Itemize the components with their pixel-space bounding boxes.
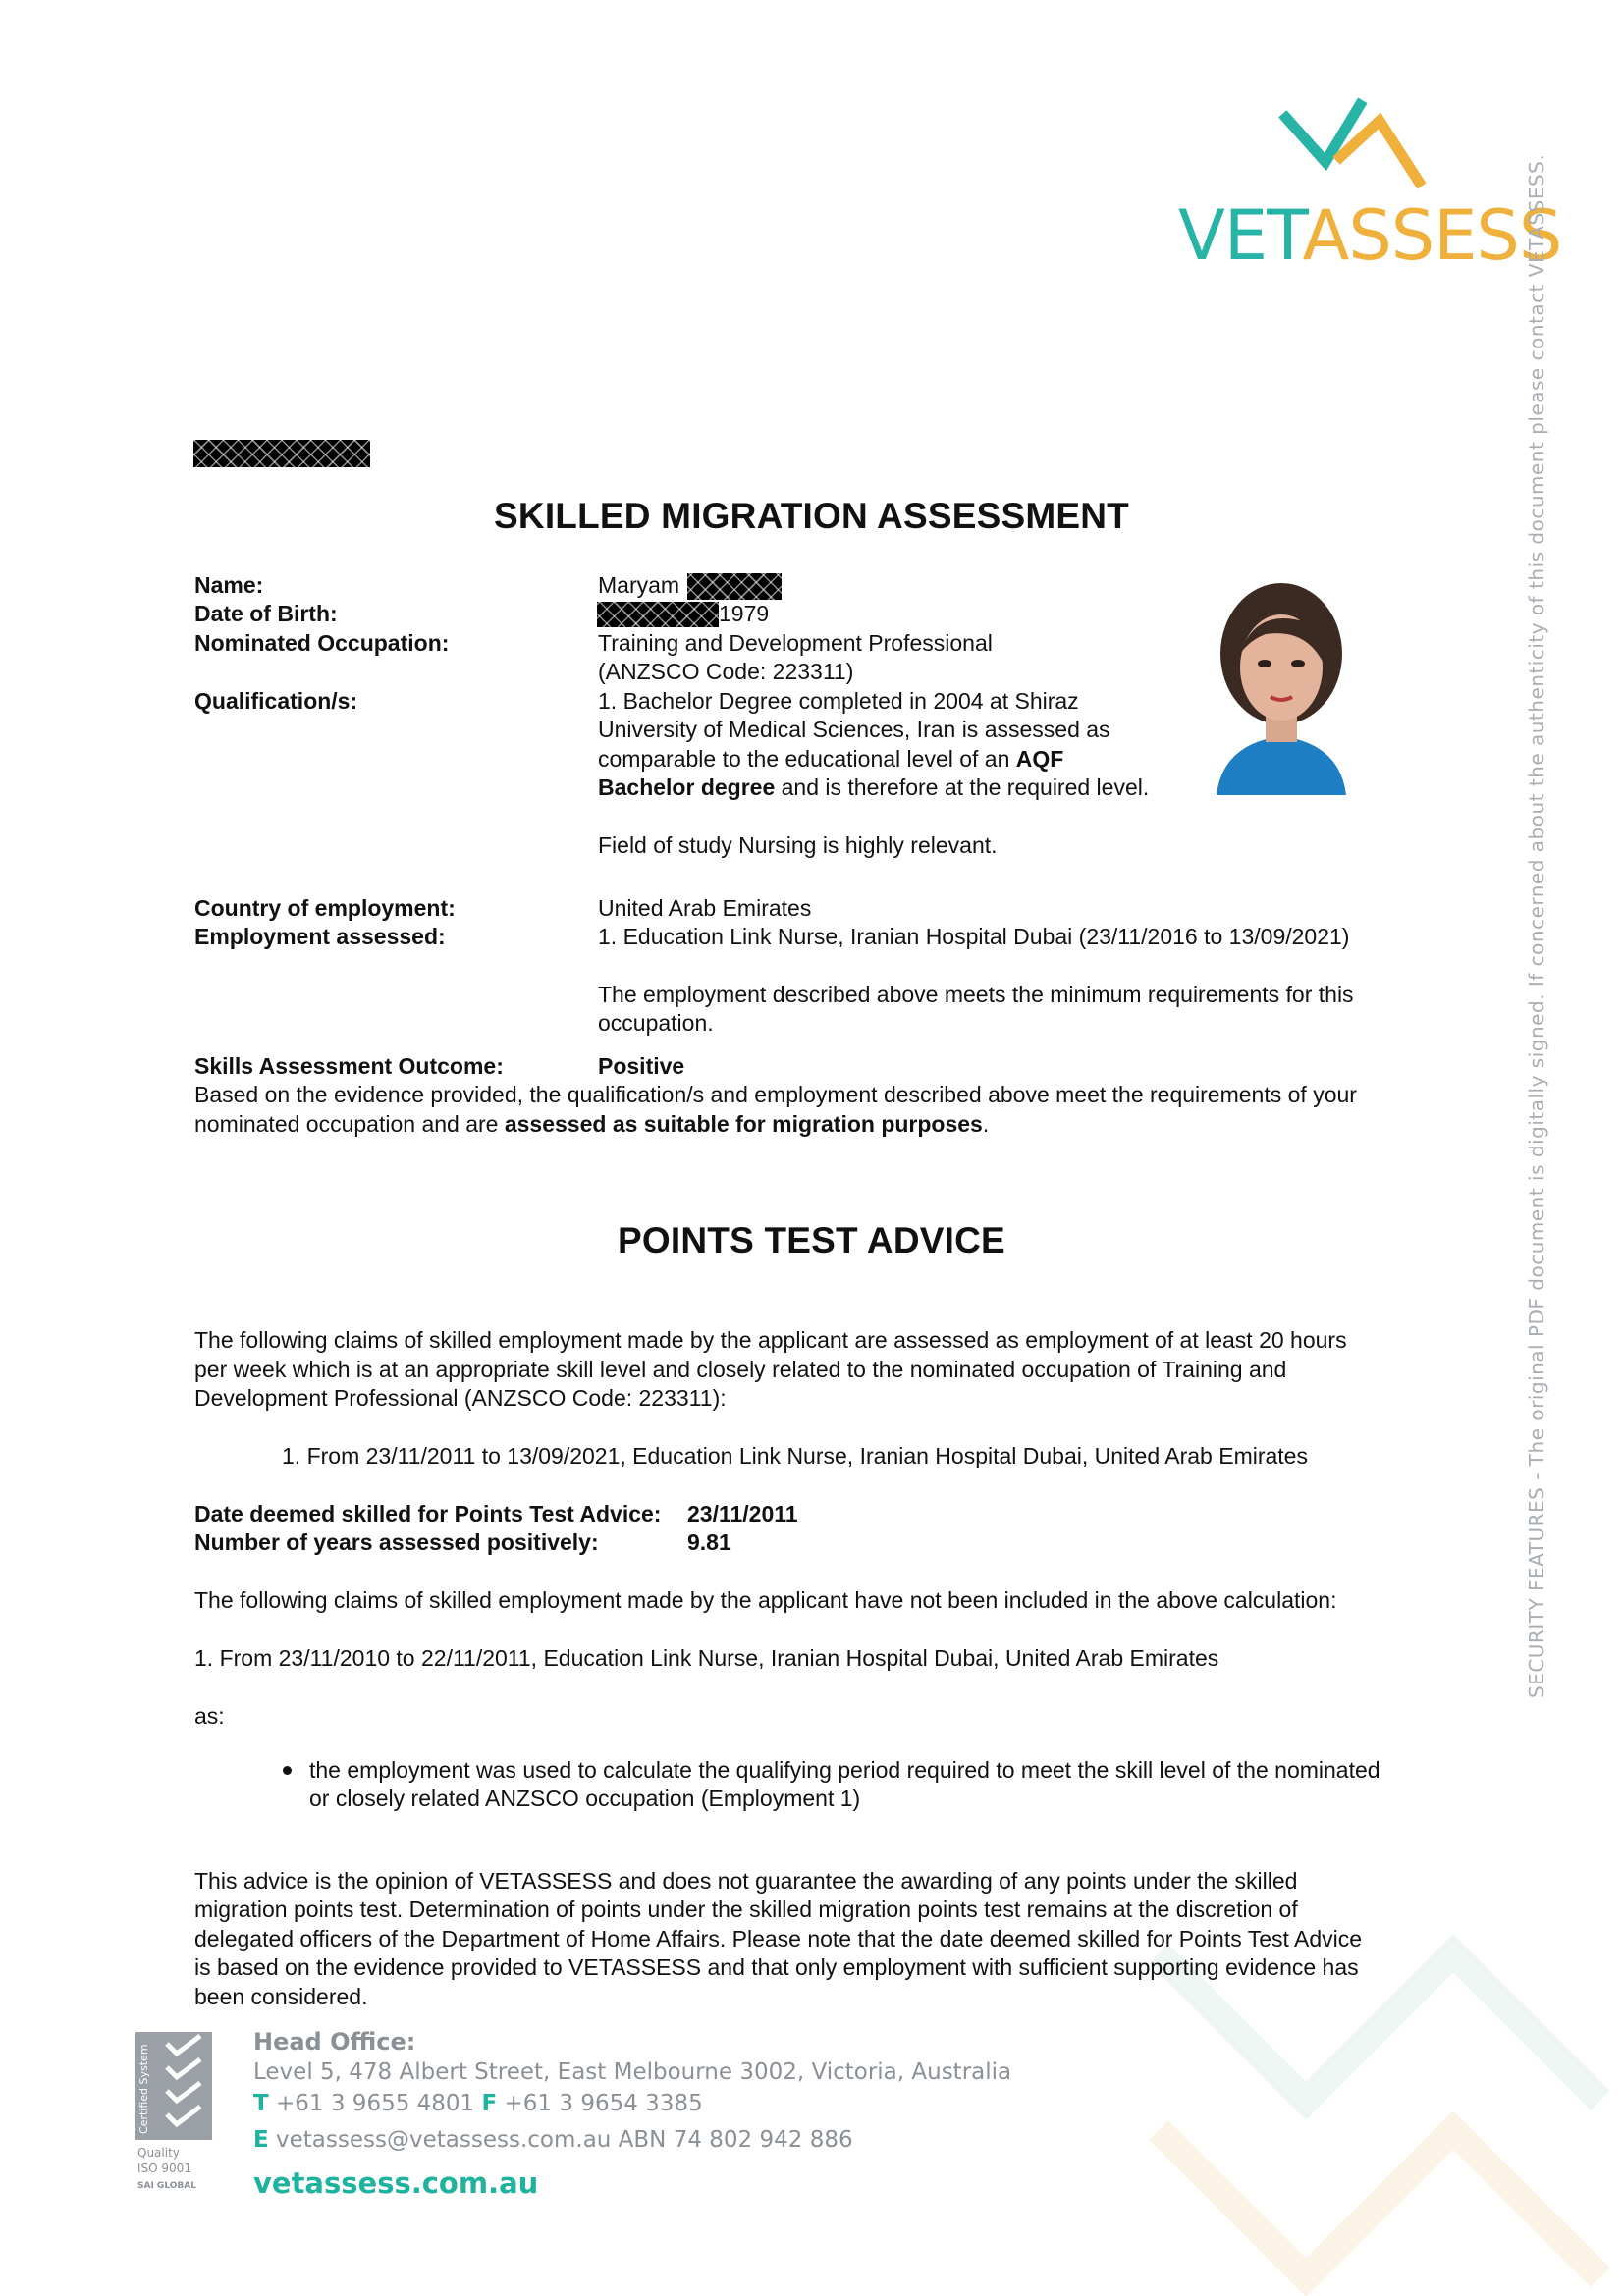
- years-assessed-label: Number of years assessed positively:: [194, 1529, 599, 1555]
- outcome-period: .: [982, 1111, 990, 1137]
- assessment-title: SKILLED MIGRATION ASSESSMENT: [494, 496, 1129, 536]
- excluded-claim-1: 1. From 23/11/2010 to 22/11/2011, Education Link Nurse, Iranian Hospital Dubai, United Arab Emirates: [194, 1645, 1219, 1671]
- employment-note-line-1: The employment described above meets the minimum requirements for this: [598, 982, 1354, 1007]
- disclaimer-line-1: This advice is the opinion of VETASSESS and does not guarantee the awarding of any points under the skilled: [194, 1868, 1298, 1894]
- logo-text: VETASSESS: [1178, 195, 1562, 276]
- cert-vertical-label: Certified System: [137, 2044, 150, 2134]
- bullet-line-1: the employment was used to calculate the qualifying period required to meet the skill level of the nominated: [309, 1757, 1380, 1783]
- disclaimer-line-5: been considered.: [194, 1984, 368, 2009]
- as-label: as:: [194, 1703, 225, 1729]
- qualification-line-3-text: comparable to the educational level of an: [598, 746, 1016, 772]
- employment-value: 1. Education Link Nurse, Iranian Hospital Dubai (23/11/2016 to 13/09/2021): [598, 924, 1350, 949]
- disclaimer-line-3: delegated officers of the Department of Home Affairs. Please note that the date deemed skilled for Points Test Advice: [194, 1926, 1363, 1951]
- redacted-birth-date: [597, 602, 719, 627]
- field-of-study: Field of study Nursing is highly relevant.: [598, 832, 998, 858]
- employment-label: Employment assessed:: [194, 924, 446, 949]
- iso-certification-badge: [135, 2032, 214, 2199]
- fax-label: F: [481, 2091, 498, 2116]
- head-office-label: Head Office:: [253, 2028, 416, 2056]
- country-value: United Arab Emirates: [598, 895, 812, 921]
- deemed-skilled-value: 23/11/2011: [687, 1501, 798, 1526]
- outcome-label: Skills Assessment Outcome:: [194, 1053, 504, 1079]
- phone-label: T: [253, 2091, 269, 2116]
- fax-number: +61 3 9654 3385: [504, 2091, 703, 2116]
- disclaimer-line-2: migration points test. Determination of points under the skilled migration points test remains at the discretion of: [194, 1896, 1298, 1922]
- qualification-line-4-text: and is therefore at the required level.: [775, 774, 1150, 800]
- cert-quality: Quality: [137, 2146, 180, 2160]
- contact-email: [253, 2127, 853, 2153]
- points-intro-line-1: The following claims of skilled employment made by the applicant are assessed as employment of at least 20 hours: [194, 1327, 1347, 1353]
- qualification-line-2: University of Medical Sciences, Iran is assessed as: [598, 717, 1110, 742]
- email-label: E: [253, 2127, 269, 2153]
- occupation-label: Nominated Occupation:: [194, 630, 450, 656]
- included-claim-1: 1. From 23/11/2011 to 13/09/2021, Education Link Nurse, Iranian Hospital Dubai, United Arab Emirates: [282, 1443, 1308, 1468]
- qualification-line-3: [598, 745, 1063, 774]
- head-office-address: Level 5, 478 Albert Street, East Melbourne 3002, Victoria, Australia: [253, 2059, 1012, 2085]
- name-value: [598, 571, 679, 601]
- anzsco-code: (ANZSCO Code: 223311): [598, 659, 854, 684]
- cert-iso: ISO 9001: [137, 2162, 191, 2175]
- employment-note-line-2: occupation.: [598, 1010, 714, 1036]
- vetassess-logo: [1178, 93, 1562, 280]
- name-label: Name:: [194, 572, 264, 598]
- cert-check-icons: [161, 2034, 210, 2140]
- points-intro-line-2: per week which is at an appropriate skill level and closely related to the nominated occupation of Training and: [194, 1357, 1287, 1382]
- abn-number: ABN 74 802 942 886: [618, 2127, 853, 2153]
- cert-sai: SAI GLOBAL: [137, 2181, 196, 2191]
- dob-year: 1979: [719, 601, 770, 626]
- disclaimer-line-4: is based on the evidence provided to VETASSESS and that only employment with sufficient supporting evidence has: [194, 1954, 1359, 1980]
- excluded-intro: The following claims of skilled employment made by the applicant have not been included in the above calculation:: [194, 1587, 1337, 1613]
- deemed-skilled-label: Date deemed skilled for Points Test Advice:: [194, 1501, 662, 1526]
- bullet-line-2: or closely related ANZSCO occupation (Employment 1): [309, 1786, 861, 1811]
- outcome-value: Positive: [598, 1053, 685, 1079]
- contact-phones: [253, 2091, 703, 2116]
- website-link[interactable]: vetassess.com.au: [253, 2166, 539, 2200]
- country-label: Country of employment:: [194, 895, 456, 921]
- redacted-reference: [193, 440, 370, 467]
- applicant-photo: [1197, 577, 1366, 795]
- qualification-line-1: 1. Bachelor Degree completed in 2004 at Shiraz: [598, 688, 1079, 714]
- bullet-dot: [283, 1766, 292, 1775]
- first-name: Maryam: [598, 572, 680, 598]
- qualification-degree: Bachelor degree: [598, 774, 776, 800]
- points-intro-line-3: Development Professional (ANZSCO Code: 223311):: [194, 1385, 727, 1411]
- qualification-aqf: AQF: [1015, 746, 1064, 772]
- qualification-label: Qualification/s:: [194, 688, 358, 714]
- occupation-value: Training and Development Professional: [598, 630, 993, 656]
- qualification-line-4: [598, 774, 1149, 803]
- phone-number: +61 3 9655 4801: [276, 2091, 475, 2116]
- points-title: POINTS TEST ADVICE: [618, 1220, 1005, 1260]
- logo-mark: [1178, 93, 1542, 201]
- dob-label: Date of Birth:: [194, 601, 338, 626]
- outcome-line-1: Based on the evidence provided, the qualification/s and employment described above meet the requirements of your: [194, 1082, 1357, 1107]
- outcome-suitable: assessed as suitable for migration purposes: [504, 1111, 983, 1137]
- email-address[interactable]: vetassess@vetassess.com.au: [276, 2127, 612, 2153]
- outcome-line-2: [194, 1110, 989, 1140]
- security-features-note: SECURITY FEATURES - The original PDF document is digitally signed. If concerned about the authenticity of this document please contact VETASSESS.: [1525, 153, 1548, 1698]
- years-assessed-value: 9.81: [687, 1529, 731, 1555]
- redacted-surname: [687, 573, 782, 600]
- outcome-line-2-text: nominated occupation and are: [194, 1111, 505, 1137]
